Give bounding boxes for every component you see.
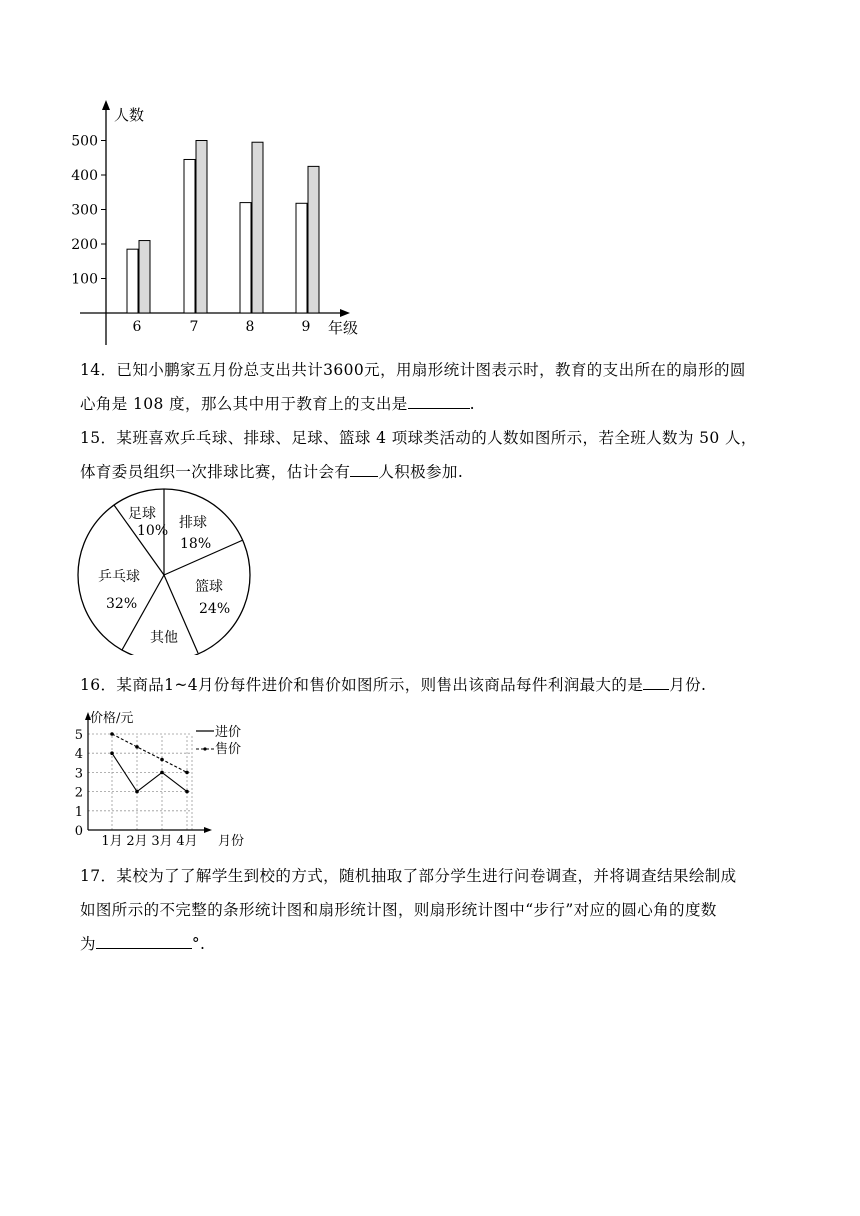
bar-9-series-1 xyxy=(296,203,307,313)
bar-6-series-2 xyxy=(139,241,150,313)
bar-7-series-1 xyxy=(184,159,195,313)
bar-8-series-2 xyxy=(252,142,263,313)
question-16 xyxy=(80,668,780,702)
q15-line1: 15．某班喜欢乒乓球、排球、足球、篮球 4 项球类活动的人数如图所示，若全班人数为 50 人， xyxy=(80,429,757,447)
series-point-price xyxy=(135,745,139,749)
q17-line3-end: °. xyxy=(191,935,206,953)
line-x-tick-label: 2月 xyxy=(126,834,148,849)
series-point-cost xyxy=(135,790,139,794)
q17-line2: 如图所示的不完整的条形统计图和扇形统计图，则扇形统计图中“步行”对应的圆心角的度数 xyxy=(80,901,717,919)
line-y-tick-label: 3 xyxy=(74,766,83,782)
bar-8-series-1 xyxy=(240,203,251,313)
question-17 xyxy=(80,859,780,961)
bar-9-series-2 xyxy=(308,166,319,313)
q16-answer-blank[interactable] xyxy=(643,675,669,690)
bar-y-tick-label: 500 xyxy=(71,133,98,150)
bar-6-series-1 xyxy=(127,249,138,313)
bar-y-tick-label: 300 xyxy=(71,202,98,219)
line-y-tick-label: 4 xyxy=(74,747,83,763)
bar-x-tick-label: 7 xyxy=(189,319,199,335)
line-y-label: 价格/元 xyxy=(90,711,134,726)
pie-basketball-pct: 24% xyxy=(199,601,231,617)
q15-line2 xyxy=(80,455,780,489)
pie-football-pct: 10% xyxy=(137,523,169,539)
q16-line1-end: 月份. xyxy=(669,676,707,694)
pie-chart xyxy=(70,485,270,655)
bar-x-tick-label: 9 xyxy=(301,319,311,335)
line-y-tick-label: 5 xyxy=(74,728,83,743)
legend-price-dot xyxy=(203,747,206,750)
series-line-price xyxy=(112,734,187,772)
series-point-cost xyxy=(185,790,189,794)
line-y-tick-label: 0 xyxy=(74,824,83,839)
pie-football-name: 足球 xyxy=(128,506,156,522)
q14-line2 xyxy=(80,387,780,421)
series-point-price xyxy=(185,771,189,775)
q17-line1: 17．某校为了了解学生到校的方式，随机抽取了部分学生进行问卷调查，并将调查结果绘制成 xyxy=(80,867,737,885)
legend-cost-label: 进价 xyxy=(215,725,242,740)
bar-chart xyxy=(60,95,380,350)
pie-pingpong-pct: 32% xyxy=(106,596,138,612)
line-x-tick-label: 3月 xyxy=(151,834,173,849)
pie-pingpong-name: 乒乓球 xyxy=(98,569,140,585)
bar-y-tick-label: 100 xyxy=(71,271,98,288)
line-x-arrow-icon xyxy=(204,827,212,833)
q14-line2-text: 心角是 108 度，那么其中用于教育上的支出是 xyxy=(80,395,408,413)
pie-volleyball-name: 排球 xyxy=(179,515,207,531)
q17-answer-blank[interactable] xyxy=(96,934,192,949)
line-y-tick-label: 1 xyxy=(74,804,83,820)
line-x-tick-label: 4月 xyxy=(176,834,198,849)
series-point-cost xyxy=(110,751,114,755)
legend-price-label: 售价 xyxy=(215,742,242,757)
bar-x-tick-label: 8 xyxy=(245,319,255,335)
bar-x-tick-label: 6 xyxy=(132,319,142,335)
series-point-cost xyxy=(160,771,164,775)
bar-x-arrow-icon xyxy=(340,309,350,317)
series-point-price xyxy=(160,758,164,762)
bar-y-arrow-icon xyxy=(102,100,110,110)
q15-line2-end: 人积极参加. xyxy=(378,463,464,481)
q15-line2-text: 体育委员组织一次排球比赛，估计会有 xyxy=(80,463,351,481)
q14-line1: 14．已知小鹏家五月份总支出共计3600元，用扇形统计图表示时，教育的支出所在的扇形的圆 xyxy=(80,361,746,379)
question-15 xyxy=(80,421,780,489)
q16-line1 xyxy=(80,668,780,702)
line-x-tick-label: 1月 xyxy=(101,834,123,849)
bar-y-label: 人数 xyxy=(114,106,145,124)
pie-volleyball-pct: 18% xyxy=(180,536,212,552)
q15-answer-blank[interactable] xyxy=(350,462,378,477)
line-y-tick-label: 2 xyxy=(74,785,83,801)
bar-y-tick-label: 400 xyxy=(71,168,98,184)
question-14 xyxy=(80,353,780,421)
pie-other-name: 其他 xyxy=(150,630,178,646)
bar-y-tick-label: 200 xyxy=(71,237,98,253)
pie-basketball-name: 篮球 xyxy=(195,579,223,595)
q16-line1-text: 16．某商品1~4月份每件进价和售价如图所示，则售出该商品每件利润最大的是 xyxy=(80,676,644,694)
q17-line3 xyxy=(80,927,780,961)
bar-7-series-2 xyxy=(196,141,207,314)
line-chart xyxy=(70,703,260,853)
q14-line2-end: . xyxy=(469,395,475,413)
series-point-price xyxy=(110,732,114,736)
q14-answer-blank[interactable] xyxy=(408,394,470,409)
bar-x-label: 年级 xyxy=(328,319,359,337)
q17-line3-text: 为 xyxy=(80,935,96,953)
line-x-label: 月份 xyxy=(218,834,245,849)
